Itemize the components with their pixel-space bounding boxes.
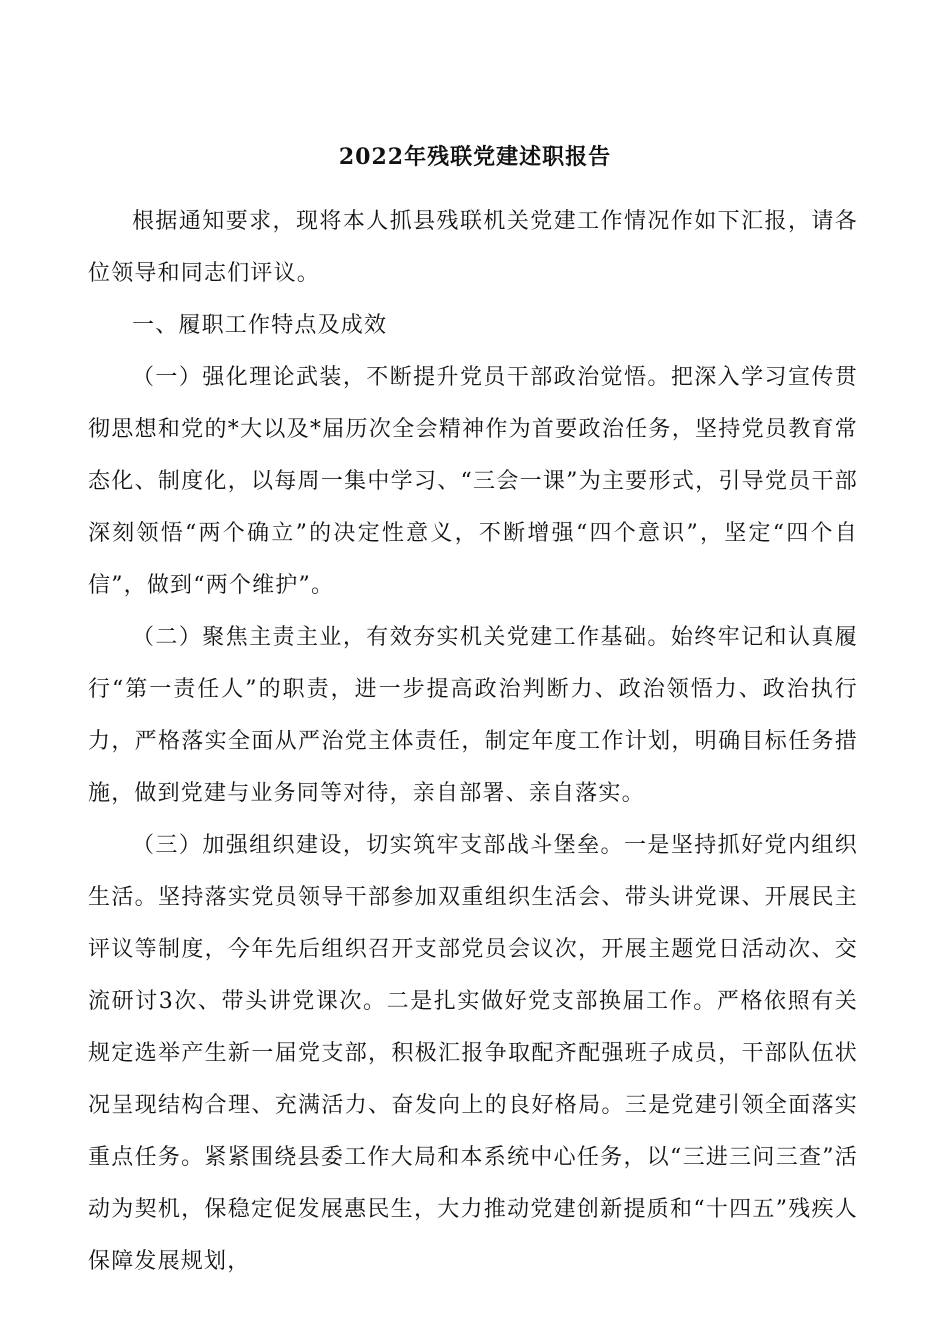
subsection-paragraph-1: （一）强化理论武装，不断提升党员干部政治觉悟。把深入学习宣传贯彻思想和党的*大以及*届历次全会精神作为首要政治任务，坚持党员教育常态化、制度化，以每周一集中学习、“三会一课”为主要形式，引导党员干部深刻领悟“两个确立”的决定性意义，不断增强“四个意识”，坚定“四个自信”，做到“两个维护”。	[88, 365, 858, 598]
document-body	[88, 196, 858, 1288]
document-title: 2022年残联党建述职报告	[338, 144, 612, 170]
subsection-paragraph-2: （二）聚焦主责主业，有效夯实机关党建工作基础。始终牢记和认真履行“第一责任人”的职责，进一步提高政治判断力、政治领悟力、政治执行力，严格落实全面从严治党主体责任，制定年度工作计划，明确目标任务措施，做到党建与业务同等对待，亲自部署、亲自落实。	[88, 625, 858, 806]
subsection-paragraph-3: （三）加强组织建设，切实筑牢支部战斗堡垒。一是坚持抓好党内组织生活。坚持落实党员领导干部参加双重组织生活会、带头讲党课、开展民主评议等制度，今年先后组织召开支部党员会议次，开展主题党日活动次、交流研讨3次、带头讲党课次。二是扎实做好党支部换届工作。严格依照有关规定选举产生新一届党支部，积极汇报争取配齐配强班子成员，干部队伍状况呈现结构合理、充满活力、奋发向上的良好格局。三是党建引领全面落实重点任务。紧紧围绕县委工作大局和本系统中心任务，以“三进三问三查”活动为契机，保稳定促发展惠民生，大力推动党建创新提质和“十四五”残疾人保障发展规划，	[88, 833, 858, 1274]
intro-paragraph: 根据通知要求，现将本人抓县残联机关党建工作情况作如下汇报，请各位领导和同志们评议。	[88, 209, 858, 286]
section-heading: 一、履职工作特点及成效	[132, 313, 388, 338]
